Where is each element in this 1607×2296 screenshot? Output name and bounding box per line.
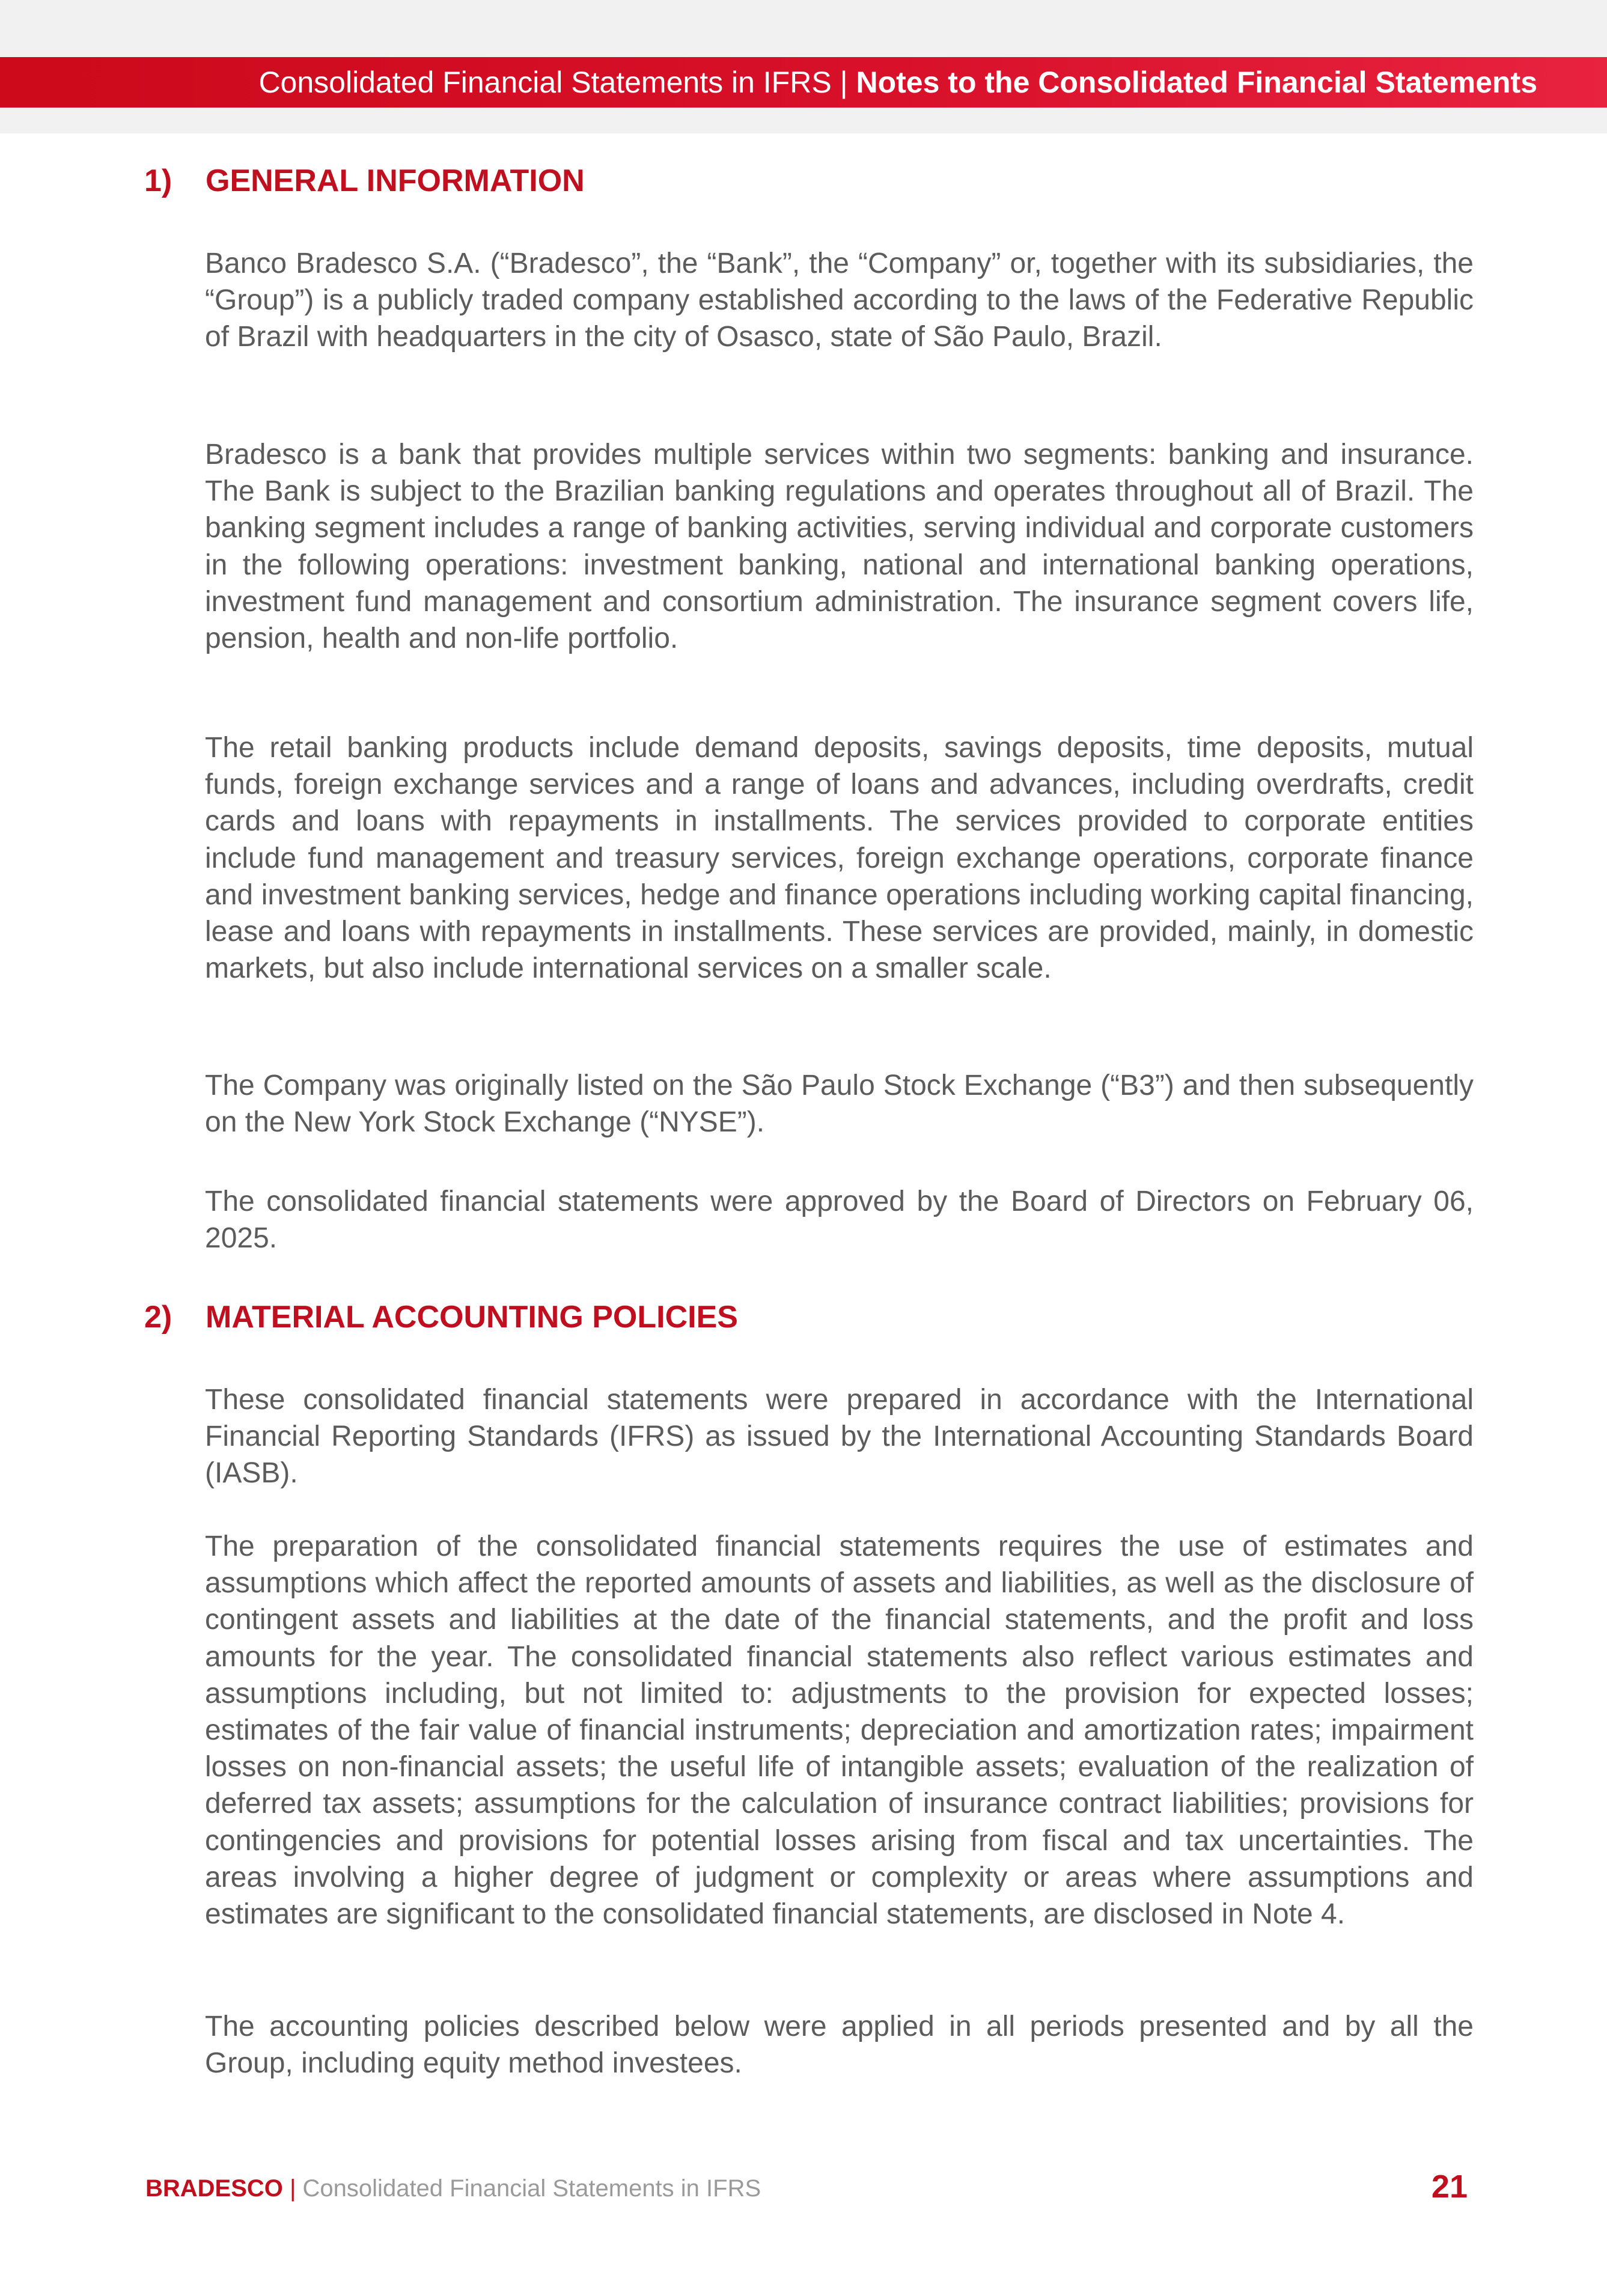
footer-separator: | (290, 2175, 296, 2202)
paragraph: Bradesco is a bank that provides multiple services within two segments: banking and insurance. The Bank is subject to the Brazilian banking regulations and operates throughout all of Brazil. The banking segment includes a range of banking activities, serving individual and corporate customers in the following operations: investment banking, national and international banking operations, investment fund management and consortium administration. The insurance segment covers life, pension, health and non-life portfolio. (205, 439, 1474, 655)
paragraph: The consolidated financial statements were approved by the Board of Directors on February 06, 2025. (205, 1186, 1474, 1255)
header-section-title: Notes to the Consolidated Financial Statements (856, 65, 1537, 99)
page-footer (145, 2175, 761, 2202)
paragraph: The retail banking products include demand deposits, savings deposits, time deposits, mutual funds, foreign exchange services and a range of loans and advances, including overdrafts, credit cards and loans with repayments in installments. The services provided to corporate entities include fund management and treasury services, foreign exchange operations, corporate finance and investment banking services, hedge and finance operations including working capital financing, lease and loans with repayments in installments. These services are provided, mainly, in domestic markets, but also include international services on a smaller scale. (205, 732, 1474, 985)
footer-doc-title: Consolidated Financial Statements in IFRS (302, 2175, 761, 2202)
section-heading-material-accounting-policies (144, 1299, 738, 1335)
paragraph: The preparation of the consolidated financial statements requires the use of estimates and assumptions which affect the reported amounts of assets and liabilities, as well as the disclosure of contingent assets and liabilities at the date of the financial statements, and the profit and loss amounts for the year. The consolidated financial statements also reflect various estimates and assumptions including, but not limited to: adjustments to the provision for expected losses; estimates of the fair value of financial instruments; depreciation and amortization rates; impairment losses on non-financial assets; the useful life of intangible assets; evaluation of the realization of deferred tax assets; assumptions for the calculation of insurance contract liabilities; provisions for contingencies and provisions for potential losses arising from fiscal and tax uncertainties. The areas involving a higher degree of judgment or complexity or areas where assumptions and estimates are significant to the consolidated financial statements, are disclosed in Note 4. (205, 1530, 1474, 1931)
section-title: GENERAL INFORMATION (206, 163, 585, 198)
header-doc-title: Consolidated Financial Statements in IFRS (258, 65, 832, 99)
running-header (0, 57, 1537, 108)
section-number: 1) (144, 163, 172, 198)
paragraph: Banco Bradesco S.A. (“Bradesco”, the “Bank”, the “Company” or, together with its subsidiaries, the “Group”) is a publicly traded company established according to the laws of the Federative Republic of Brazil with headquarters in the city of Osasco, state of São Paulo, Brazil. (205, 248, 1474, 353)
paragraph: These consolidated financial statements were prepared in accordance with the International Financial Reporting Standards (IFRS) as issued by the International Accounting Standards Board (IASB). (205, 1384, 1474, 1490)
section-title: MATERIAL ACCOUNTING POLICIES (206, 1300, 738, 1335)
header-separator: | (840, 65, 848, 99)
page-number: 21 (1431, 2169, 1468, 2205)
footer-brand: BRADESCO (145, 2175, 283, 2202)
section-number: 2) (144, 1300, 172, 1335)
section-heading-general-information (144, 163, 585, 199)
paragraph: The accounting policies described below were applied in all periods presented and by all the Group, including equity method investees. (205, 2011, 1474, 2080)
paragraph: The Company was originally listed on the São Paulo Stock Exchange (“B3”) and then subsequently on the New York Stock Exchange (“NYSE”). (205, 1070, 1474, 1139)
